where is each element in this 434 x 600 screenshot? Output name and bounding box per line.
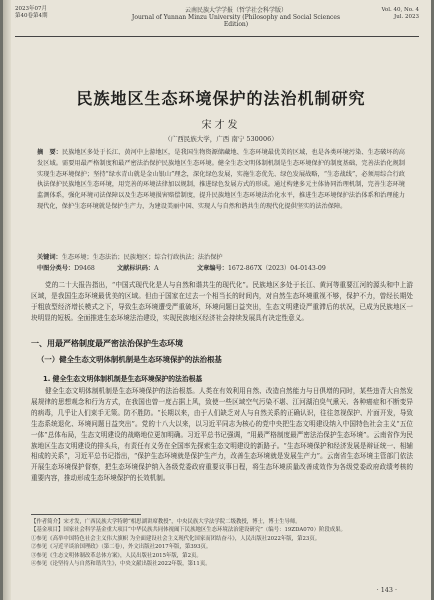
header-date: Jul. 2023 — [394, 14, 419, 20]
article-number-row — [197, 263, 326, 274]
footnote-rule — [31, 514, 141, 515]
subsubsection-heading-1: 1. 健全生态文明体制机制是生态环境保护的法治根基 — [43, 375, 203, 383]
header-right — [355, 7, 419, 21]
subsection-heading-1: （一）健全生态文明体制机制是生态环境保护的法治根基 — [37, 355, 222, 364]
footnote-ref-4: ④参见《论坚持人与自然和谐共生》，中央文献出版社2022年版，第11页。 — [31, 561, 211, 568]
footnotes — [31, 518, 413, 568]
doc-code-value: A — [154, 265, 159, 272]
article-title: 民族地区生态环境保护的法治机制研究 — [76, 89, 366, 108]
classification-row — [37, 263, 95, 274]
section-heading-1: 一、用最严格制度最严密法治保护生态环境 — [31, 339, 183, 348]
article-number-label: 文章编号： — [197, 265, 228, 272]
abstract-label: 摘 要： — [37, 149, 62, 156]
page-number: · 143 · — [376, 586, 397, 594]
header-left — [15, 6, 85, 20]
footnote-ref-2: ②参见《习近平谈治国理政》（第二卷），外文出版社2017年版，第393页。 — [31, 544, 212, 551]
header-volume-issue: 第40卷第4期 — [15, 13, 48, 19]
abstract-text: 民族地区多处于长江、黄河中上游地区，是我国生物资源储藏地、生态环境最优美的区域，也是各类环境污染、生态破坏的高发区域。需要用最严格制度和最严密法治保护民族地区生态环境。健全生态文明体制机制是生态环境保护的制度基础，完善法治化规制实现生态环境保护；坚持“绿水青山就是金山银山”理念，深化绿色发展，实施生态优先、绿色发展战略，“生态战线”，必须用综合行政执法保护民族地区生态环境，用完善的环境法律加以规制，推进绿色发展方式的形成。通过构建多元主体协同治理机制，完善生态环境监测体系，强化环境司法保障以及生态环境损害赔偿制度，提升民族地区生态环境法治化水平，推进生态环境保护法治体系和治理能力现代化，保护生态环境就是保护生产力，为建设美丽中国、实现人与自然和谐共生的现代化提供坚实的法治保障。 — [37, 149, 405, 210]
header-journal-name — [121, 7, 351, 28]
header-year-issue: 2023年07月 — [15, 6, 47, 12]
journal-name-en: Journal of Yunnan Minzu University (Philosophy and Social Sciences Edition) — [131, 14, 341, 28]
header-vol: Vol. 40, No. 4 — [381, 7, 419, 13]
article-author: 宋才发 — [201, 120, 241, 131]
author-affiliation: （广西民族大学，广西 南宁 530006） — [164, 135, 278, 143]
body-paragraph: 健全生态文明体制机制是生态环境保护的法治根基。人类在有效利用自然、改造自然能力与日俱增的同时，某些违背大自然发展规律的思想观念和行为方式，在我国也曾一度占据上风，致使一些区域空气污染不堪、江河湖泊臭气熏天、各种癌症和不断变异的病毒，几乎让人们束手无策。防不胜防。“长期以来，由于人们缺乏对人与自然关系的正确认识，往往忽视保护、片面开发，导致生态系统退化、环境问题日益突出”。党的十八大以来，以习近平同志为核心的党中央把生态文明建设纳入中国特色社会主义“五位一体”总体布局，生态文明建设的战略地位更加明确。习近平总书记强调，“用最严格制度最严密法治保护生态环境”。云南省作为民族地区生态文明建设的排头兵，有责任有义务在全国率先探索生态文明建设的新路子。“生态环境保护和经济发展是辩证统一、相辅相成的关系”，习近平总书记指出，“保护生态环境就是保护生产力，改善生态环境就是发展生产力”。云南省生态环境主管部门依法开展生态环境保护督察，把生态环境保护纳入各级党委政府重要议事日程，将生态环境质量改善成效作为各级党委政府政绩考核的重要内容，推动形成生态环境保护的长效机制。 — [31, 387, 413, 483]
footnote-funding: 【基金项目】国家社会科学基金重大项目“中华民族共同体视阈下民族地区生态环境法治建设研究”（编号：19ZDA070）阶段成果。 — [31, 527, 346, 534]
keywords-label: 关键词： — [37, 254, 62, 261]
header-rule — [15, 36, 419, 37]
page-gutter-shadow — [3, 0, 11, 600]
journal-name-cn: 云南民族大学学报（哲学社会科学版） — [184, 7, 287, 14]
abstract — [37, 148, 405, 213]
article-metadata — [37, 252, 405, 276]
doc-code-label: 文献标识码： — [117, 265, 155, 272]
footnote-author-bio: 【作者简介】宋才发，广西民族大学特聘“相思湖讲席教授”，中央民族大学法学院二级教授，博士，博士生导师。 — [31, 519, 301, 525]
keywords-text: 生态环境；生态法治；民族地区；综合行政执法；法治保护 — [61, 254, 223, 261]
footnote-ref-1: ①参见《高举中国特色社会主义伟大旗帜 为全面建设社会主义现代化国家而团结奋斗》，人民出版社2022年版，第23页。 — [31, 535, 321, 542]
footnote-ref-3: ③参见《生态文明体制改革总体方案》，人民出版社2015年版，第2页。 — [31, 552, 202, 559]
journal-page — [3, 0, 431, 600]
class-label: 中图分类号： — [37, 265, 75, 272]
class-value: D9468 — [74, 265, 95, 272]
article-number-value: 1672-867X（2023）04-0143-09 — [227, 265, 326, 272]
keywords-row — [37, 252, 223, 263]
intro-paragraph: 党的二十大报告指出，“中国式现代化是人与自然和谐共生的现代化”。民族地区多处于长江、黄河等重要江河的源头和中上游区域，是我国生态环境最优美的区域。但由于国家在过去一个相当长的时间内，对自然生态环境重视不够，保护不力，曾经长期处于粗放型经济增长模式之下，导致生态环境遭受严重破坏，环境问题日益突出，生态文明建设严重滞后的状况，已成为民族地区一块明显的短板。全面推进生态环境法治建设，实现民族地区经济社会持续发展具有决定性意义。 — [31, 281, 413, 322]
document-code-row — [117, 263, 159, 274]
